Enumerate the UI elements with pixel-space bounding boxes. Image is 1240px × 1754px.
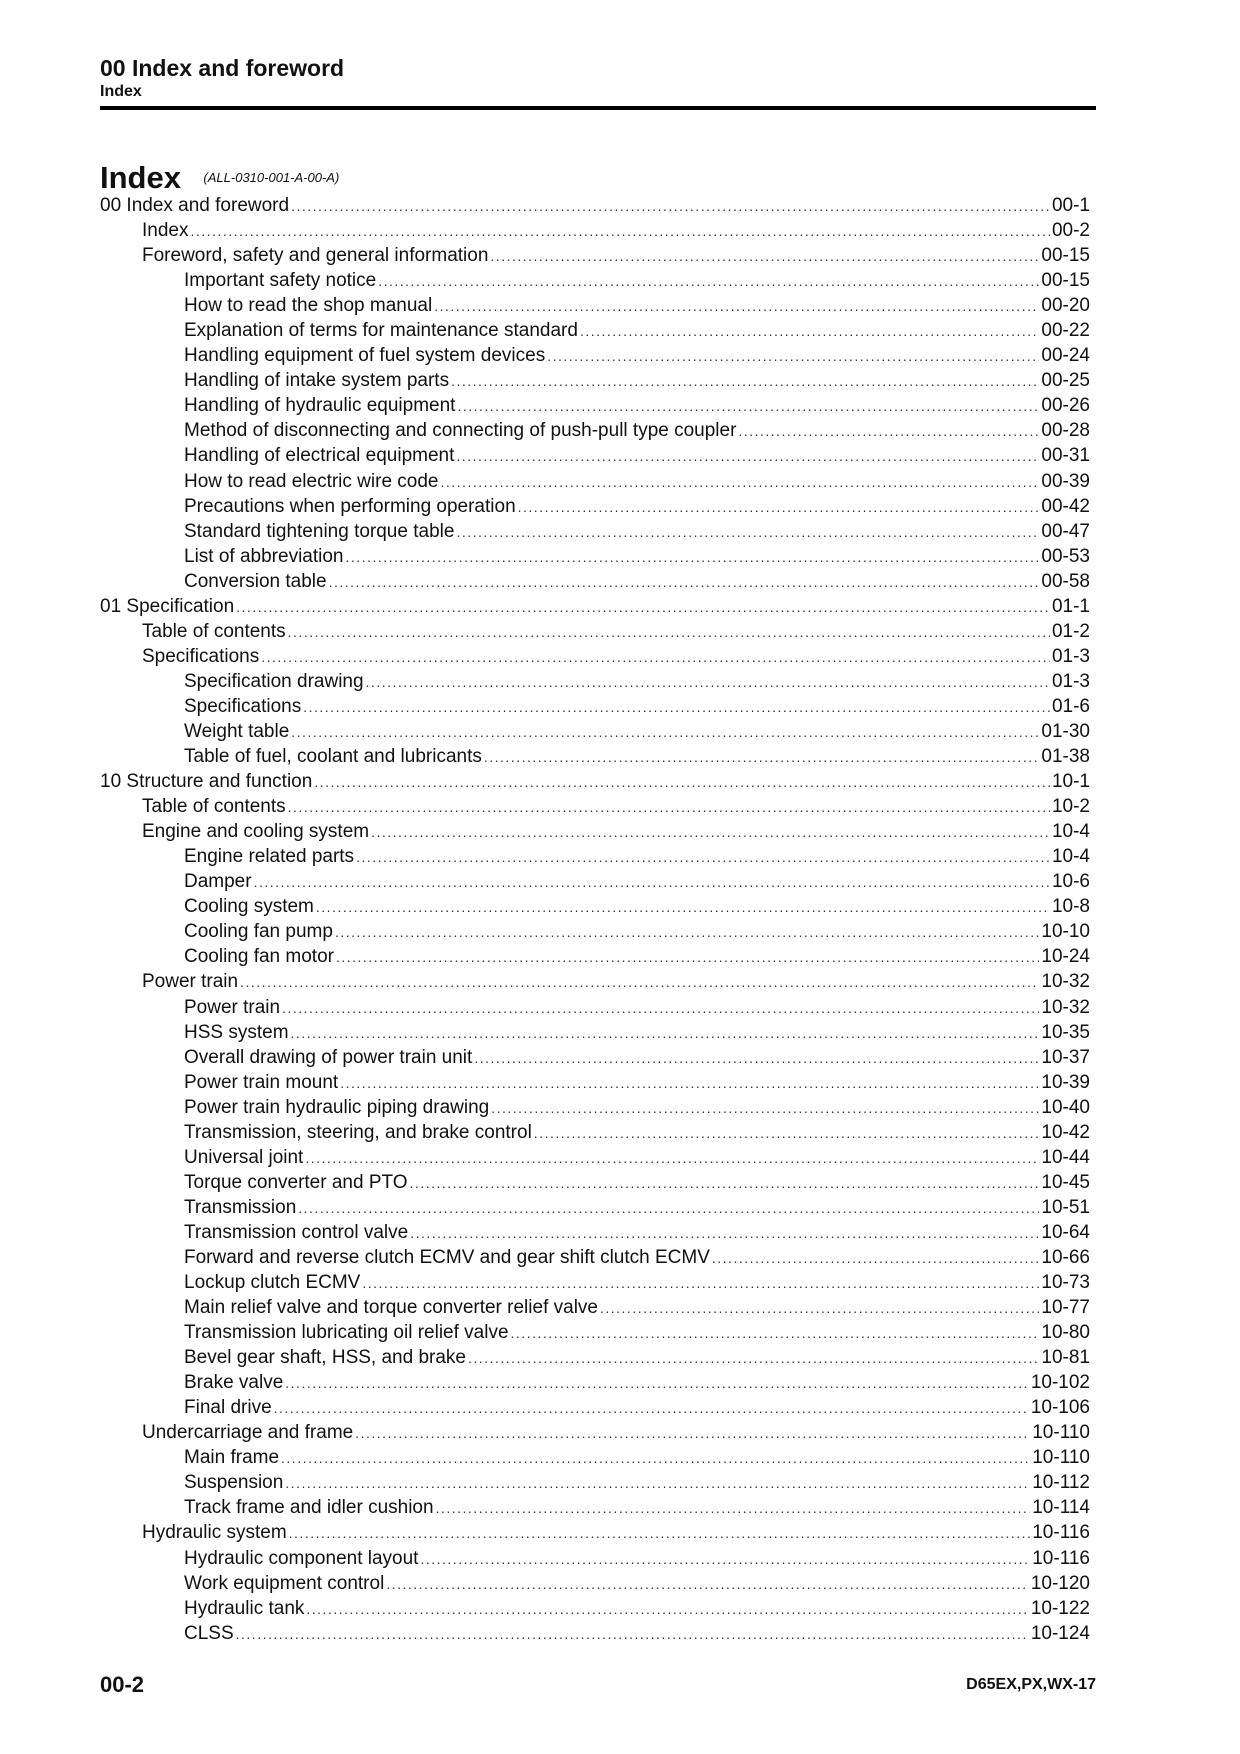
- toc-entry-page: 10-6: [1051, 871, 1090, 893]
- toc-entry-title: Hydraulic system: [142, 1522, 287, 1544]
- toc-entry-page: 10-10: [1041, 921, 1090, 943]
- toc-entry[interactable]: [100, 694, 1090, 719]
- toc-entry-title: Hydraulic tank: [184, 1597, 305, 1619]
- toc-entry-page: 10-116: [1032, 1547, 1090, 1569]
- toc-leader-dots: [288, 620, 1050, 645]
- toc-entry-page: 10-37: [1041, 1046, 1090, 1068]
- toc-entry[interactable]: [100, 193, 1090, 218]
- toc-leader-dots: [291, 194, 1050, 219]
- toc-entry[interactable]: [100, 469, 1090, 494]
- toc-entry-page: 10-32: [1041, 971, 1090, 993]
- toc-leader-dots: [289, 1521, 1031, 1546]
- toc-entry-title: Transmission: [184, 1196, 297, 1218]
- toc-entry-title: Foreword, safety and general information: [142, 245, 489, 267]
- toc-leader-dots: [547, 344, 1039, 369]
- toc-leader-dots: [303, 695, 1050, 720]
- toc-entry[interactable]: [100, 268, 1090, 293]
- toc-entry-title: Index: [142, 220, 189, 242]
- toc-entry-title: Handling of hydraulic equipment: [184, 395, 456, 417]
- toc-entry-page: 00-31: [1041, 445, 1090, 467]
- toc-leader-dots: [436, 1496, 1031, 1521]
- toc-entry[interactable]: [100, 343, 1090, 368]
- toc-entry-title: Handling of electrical equipment: [184, 445, 455, 467]
- toc-entry[interactable]: [100, 919, 1090, 944]
- toc-entry-page: 10-64: [1041, 1221, 1090, 1243]
- toc-entry-page: 10-80: [1041, 1322, 1090, 1344]
- toc-entry[interactable]: [100, 544, 1090, 569]
- toc-entry-page: 10-39: [1041, 1071, 1090, 1093]
- toc-entry-page: 00-47: [1041, 520, 1090, 542]
- toc-entry-title: List of abbreviation: [184, 545, 344, 567]
- toc-leader-dots: [288, 795, 1050, 820]
- toc-leader-dots: [580, 319, 1039, 344]
- toc-entry-title: Cooling system: [184, 896, 314, 918]
- toc-entry[interactable]: [100, 1370, 1090, 1395]
- toc-entry-page: 10-122: [1030, 1597, 1090, 1619]
- toc-entry-title: Engine and cooling system: [142, 821, 370, 843]
- toc-entry-title: Handling equipment of fuel system devices: [184, 345, 546, 367]
- toc-entry-page: 10-110: [1032, 1447, 1090, 1469]
- toc-entry[interactable]: [100, 569, 1090, 594]
- toc-entry-title: Suspension: [184, 1472, 284, 1494]
- toc-entry-page: 10-106: [1030, 1397, 1090, 1419]
- toc-entry-page: 10-102: [1030, 1372, 1090, 1394]
- toc-leader-dots: [335, 920, 1039, 945]
- toc-entry[interactable]: [100, 218, 1090, 243]
- toc-leader-dots: [291, 720, 1039, 745]
- toc-entry-page: 01-6: [1051, 695, 1090, 717]
- toc-leader-dots: [340, 1071, 1039, 1096]
- toc-leader-dots: [600, 1296, 1039, 1321]
- toc-entry-title: Method of disconnecting and connecting of push-pull type coupler: [184, 420, 737, 442]
- toc-leader-dots: [484, 745, 1040, 770]
- toc-entry-title: Bevel gear shaft, HSS, and brake: [184, 1347, 466, 1369]
- toc-entry-page: 00-42: [1041, 495, 1090, 517]
- section-subtitle: Index: [100, 83, 142, 100]
- toc-entry-page: 00-28: [1041, 420, 1090, 442]
- toc-entry-title: Universal joint: [184, 1146, 304, 1168]
- toc-leader-dots: [285, 1471, 1030, 1496]
- toc-entry[interactable]: [100, 1070, 1090, 1095]
- toc-entry[interactable]: [100, 1345, 1090, 1370]
- toc-entry-page: 10-8: [1051, 896, 1090, 918]
- toc-entry-page: 00-53: [1041, 545, 1090, 567]
- toc-leader-dots: [468, 1346, 1039, 1371]
- toc-leader-dots: [410, 1171, 1040, 1196]
- toc-leader-dots: [451, 369, 1039, 394]
- toc-entry[interactable]: [100, 1621, 1090, 1646]
- toc-entry[interactable]: [100, 819, 1090, 844]
- toc-entry-title: Work equipment control: [184, 1572, 385, 1594]
- toc-entry-title: Undercarriage and frame: [142, 1422, 354, 1444]
- index-title: Index: [100, 160, 181, 195]
- toc-entry-title: Table of contents: [142, 796, 286, 818]
- page-header: [100, 54, 1096, 102]
- toc-entry[interactable]: [100, 1120, 1090, 1145]
- toc-entry[interactable]: [100, 944, 1090, 969]
- toc-entry-title: Transmission lubricating oil relief valve: [184, 1322, 509, 1344]
- toc-entry-page: 10-1: [1051, 771, 1090, 793]
- toc-entry[interactable]: [100, 894, 1090, 919]
- toc-entry-title: Transmission control valve: [184, 1221, 409, 1243]
- toc-entry-page: 10-45: [1041, 1171, 1090, 1193]
- toc-entry-page: 00-26: [1041, 395, 1090, 417]
- toc-entry-title: 00 Index and foreword: [100, 195, 290, 216]
- toc-leader-dots: [434, 294, 1039, 319]
- toc-entry-title: Main relief valve and torque converter relief valve: [184, 1297, 598, 1319]
- toc-entry-title: Conversion table: [184, 570, 327, 592]
- table-of-contents: [100, 193, 1090, 1646]
- toc-entry[interactable]: [100, 393, 1090, 418]
- toc-leader-dots: [236, 1622, 1029, 1647]
- toc-entry-title: Cooling fan motor: [184, 946, 334, 968]
- toc-entry[interactable]: [100, 719, 1090, 744]
- toc-entry[interactable]: [100, 519, 1090, 544]
- toc-leader-dots: [371, 820, 1050, 845]
- toc-entry-title: Standard tightening torque table: [184, 520, 455, 542]
- toc-entry[interactable]: [100, 869, 1090, 894]
- toc-entry[interactable]: [100, 844, 1090, 869]
- chapter-title: 00 Index and foreword: [100, 55, 345, 81]
- toc-entry-page: 10-124: [1030, 1622, 1090, 1644]
- toc-entry-page: 10-32: [1041, 996, 1090, 1018]
- toc-entry-page: 10-2: [1051, 796, 1090, 818]
- toc-entry-page: 01-1: [1051, 595, 1090, 617]
- toc-entry-title: Cooling fan pump: [184, 921, 333, 943]
- toc-entry[interactable]: [100, 744, 1090, 769]
- toc-entry-title: Table of contents: [142, 620, 286, 642]
- toc-leader-dots: [240, 970, 1039, 995]
- toc-entry-title: Forward and reverse clutch ECMV and gear shift clutch ECMV: [184, 1246, 710, 1268]
- toc-entry-title: CLSS: [184, 1622, 234, 1644]
- toc-entry-page: 10-66: [1041, 1246, 1090, 1268]
- toc-entry[interactable]: [100, 1245, 1090, 1270]
- toc-entry-title: Power train: [184, 996, 281, 1018]
- toc-leader-dots: [420, 1547, 1030, 1572]
- toc-entry-page: 01-2: [1051, 620, 1090, 642]
- toc-entry-page: 10-42: [1041, 1121, 1090, 1143]
- toc-entry-title: Torque converter and PTO: [184, 1171, 408, 1193]
- toc-leader-dots: [314, 770, 1050, 795]
- toc-entry[interactable]: [100, 1170, 1090, 1195]
- toc-leader-dots: [298, 1196, 1039, 1221]
- toc-entry[interactable]: [100, 1145, 1090, 1170]
- toc-entry[interactable]: [100, 594, 1090, 619]
- toc-entry[interactable]: [100, 769, 1090, 794]
- toc-leader-dots: [282, 996, 1039, 1021]
- toc-entry[interactable]: [100, 1045, 1090, 1070]
- toc-leader-dots: [518, 495, 1040, 520]
- toc-entry[interactable]: [100, 1095, 1090, 1120]
- toc-leader-dots: [474, 1046, 1039, 1071]
- toc-entry-title: Lockup clutch ECMV: [184, 1272, 361, 1294]
- toc-entry-title: Brake valve: [184, 1372, 284, 1394]
- toc-leader-dots: [305, 1146, 1039, 1171]
- toc-entry-title: Specifications: [184, 695, 302, 717]
- toc-leader-dots: [261, 645, 1050, 670]
- toc-entry[interactable]: [100, 644, 1090, 669]
- toc-entry-title: Transmission, steering, and brake control: [184, 1121, 532, 1143]
- toc-entry[interactable]: [100, 1420, 1090, 1445]
- toc-entry[interactable]: [100, 1295, 1090, 1320]
- toc-entry-title: How to read electric wire code: [184, 470, 439, 492]
- toc-entry-page: 00-2: [1051, 220, 1090, 242]
- toc-entry[interactable]: [100, 318, 1090, 343]
- toc-entry-page: 00-15: [1041, 270, 1090, 292]
- toc-entry-page: 10-4: [1051, 821, 1090, 843]
- toc-entry-title: How to read the shop manual: [184, 295, 433, 317]
- toc-entry-page: 00-20: [1041, 295, 1090, 317]
- toc-leader-dots: [362, 1271, 1039, 1296]
- toc-leader-dots: [738, 419, 1039, 444]
- toc-entry-title: Explanation of terms for maintenance standard: [184, 320, 578, 342]
- toc-entry-page: 10-24: [1041, 946, 1090, 968]
- toc-leader-dots: [386, 1572, 1029, 1597]
- toc-entry-page: 10-40: [1041, 1096, 1090, 1118]
- toc-entry[interactable]: [100, 1395, 1090, 1420]
- toc-entry[interactable]: [100, 1596, 1090, 1621]
- toc-leader-dots: [355, 1421, 1030, 1446]
- toc-entry-page: 01-3: [1051, 670, 1090, 692]
- toc-entry-page: 10-4: [1051, 846, 1090, 868]
- toc-entry-title: Handling of intake system parts: [184, 370, 450, 392]
- toc-entry-title: Hydraulic component layout: [184, 1547, 419, 1569]
- toc-leader-dots: [534, 1121, 1040, 1146]
- toc-entry[interactable]: [100, 619, 1090, 644]
- toc-entry[interactable]: [100, 1520, 1090, 1545]
- toc-entry-page: 00-24: [1041, 345, 1090, 367]
- toc-leader-dots: [254, 870, 1050, 895]
- toc-leader-dots: [410, 1221, 1039, 1246]
- toc-entry-title: Table of fuel, coolant and lubricants: [184, 746, 482, 768]
- toc-entry[interactable]: [100, 293, 1090, 318]
- toc-leader-dots: [491, 1096, 1039, 1121]
- toc-entry[interactable]: [100, 443, 1090, 468]
- toc-entry[interactable]: [100, 1445, 1090, 1470]
- toc-leader-dots: [329, 570, 1040, 595]
- toc-leader-dots: [378, 269, 1039, 294]
- toc-entry-page: 10-81: [1041, 1347, 1090, 1369]
- index-heading: [100, 160, 339, 196]
- toc-entry-title: Weight table: [184, 720, 290, 742]
- toc-entry-title: Track frame and idler cushion: [184, 1497, 434, 1519]
- toc-leader-dots: [456, 520, 1039, 545]
- toc-entry-page: 00-15: [1041, 245, 1090, 267]
- toc-entry-title: Final drive: [184, 1397, 272, 1419]
- header-divider: [100, 106, 1096, 110]
- toc-leader-dots: [456, 444, 1039, 469]
- toc-leader-dots: [190, 219, 1049, 244]
- toc-entry[interactable]: [100, 995, 1090, 1020]
- toc-entry[interactable]: [100, 794, 1090, 819]
- toc-leader-dots: [281, 1446, 1030, 1471]
- toc-leader-dots: [457, 394, 1039, 419]
- toc-entry[interactable]: [100, 1470, 1090, 1495]
- toc-entry-page: 10-73: [1041, 1272, 1090, 1294]
- toc-leader-dots: [712, 1246, 1040, 1271]
- toc-leader-dots: [274, 1396, 1029, 1421]
- toc-entry-title: Main frame: [184, 1447, 280, 1469]
- toc-entry-title: Overall drawing of power train unit: [184, 1046, 473, 1068]
- footer-page-number: 00-2: [100, 1672, 145, 1697]
- toc-leader-dots: [346, 545, 1040, 570]
- toc-entry-page: 01-38: [1041, 746, 1090, 768]
- toc-entry-title: Damper: [184, 871, 252, 893]
- toc-entry-title: Specifications: [142, 645, 260, 667]
- toc-entry[interactable]: [100, 494, 1090, 519]
- toc-entry-page: 10-120: [1030, 1572, 1090, 1594]
- toc-entry-page: 10-77: [1041, 1297, 1090, 1319]
- toc-entry-title: Specification drawing: [184, 670, 364, 692]
- toc-entry[interactable]: [100, 243, 1090, 268]
- toc-leader-dots: [441, 470, 1040, 495]
- toc-entry-title: Engine related parts: [184, 846, 355, 868]
- toc-entry-page: 00-22: [1041, 320, 1090, 342]
- toc-entry[interactable]: [100, 1320, 1090, 1345]
- toc-entry-page: 10-44: [1041, 1146, 1090, 1168]
- toc-entry[interactable]: [100, 418, 1090, 443]
- toc-leader-dots: [236, 595, 1050, 620]
- toc-entry-page: 00-39: [1041, 470, 1090, 492]
- toc-leader-dots: [336, 945, 1039, 970]
- toc-leader-dots: [316, 895, 1050, 920]
- toc-entry[interactable]: [100, 1195, 1090, 1220]
- toc-entry[interactable]: [100, 669, 1090, 694]
- toc-entry[interactable]: [100, 1220, 1090, 1245]
- toc-entry[interactable]: [100, 1546, 1090, 1571]
- toc-entry-title: HSS system: [184, 1021, 289, 1043]
- toc-entry-title: Power train hydraulic piping drawing: [184, 1096, 490, 1118]
- toc-entry[interactable]: [100, 1270, 1090, 1295]
- toc-entry[interactable]: [100, 969, 1090, 994]
- toc-leader-dots: [356, 845, 1050, 870]
- toc-entry-page: 10-114: [1032, 1497, 1090, 1519]
- toc-leader-dots: [291, 1021, 1040, 1046]
- toc-entry-page: 10-35: [1041, 1021, 1090, 1043]
- toc-leader-dots: [511, 1321, 1040, 1346]
- toc-entry[interactable]: [100, 1571, 1090, 1596]
- toc-leader-dots: [490, 244, 1039, 269]
- toc-entry-page: 01-30: [1041, 720, 1090, 742]
- toc-entry-page: 10-112: [1032, 1472, 1090, 1494]
- toc-leader-dots: [306, 1597, 1028, 1622]
- toc-entry-title: 01 Specification: [100, 595, 235, 617]
- footer-model: D65EX,PX,WX-17: [966, 1676, 1096, 1693]
- toc-entry-page: 00-1: [1051, 195, 1090, 216]
- toc-entry-page: 00-25: [1041, 370, 1090, 392]
- toc-entry-title: 10 Structure and function: [100, 771, 313, 793]
- toc-entry-page: 10-110: [1032, 1422, 1090, 1444]
- toc-entry-page: 01-3: [1051, 645, 1090, 667]
- toc-entry-page: 10-116: [1032, 1522, 1090, 1544]
- toc-entry-title: Important safety notice: [184, 270, 377, 292]
- toc-entry-title: Precautions when performing operation: [184, 495, 516, 517]
- toc-leader-dots: [366, 670, 1050, 695]
- toc-leader-dots: [285, 1371, 1029, 1396]
- toc-entry-page: 10-51: [1041, 1196, 1090, 1218]
- toc-entry[interactable]: [100, 1495, 1090, 1520]
- toc-entry-title: Power train mount: [184, 1071, 339, 1093]
- index-document-code: (ALL-0310-001-A-00-A): [203, 170, 340, 185]
- toc-entry-page: 00-58: [1041, 570, 1090, 592]
- toc-entry-title: Power train: [142, 971, 239, 993]
- toc-entry[interactable]: [100, 368, 1090, 393]
- toc-entry[interactable]: [100, 1020, 1090, 1045]
